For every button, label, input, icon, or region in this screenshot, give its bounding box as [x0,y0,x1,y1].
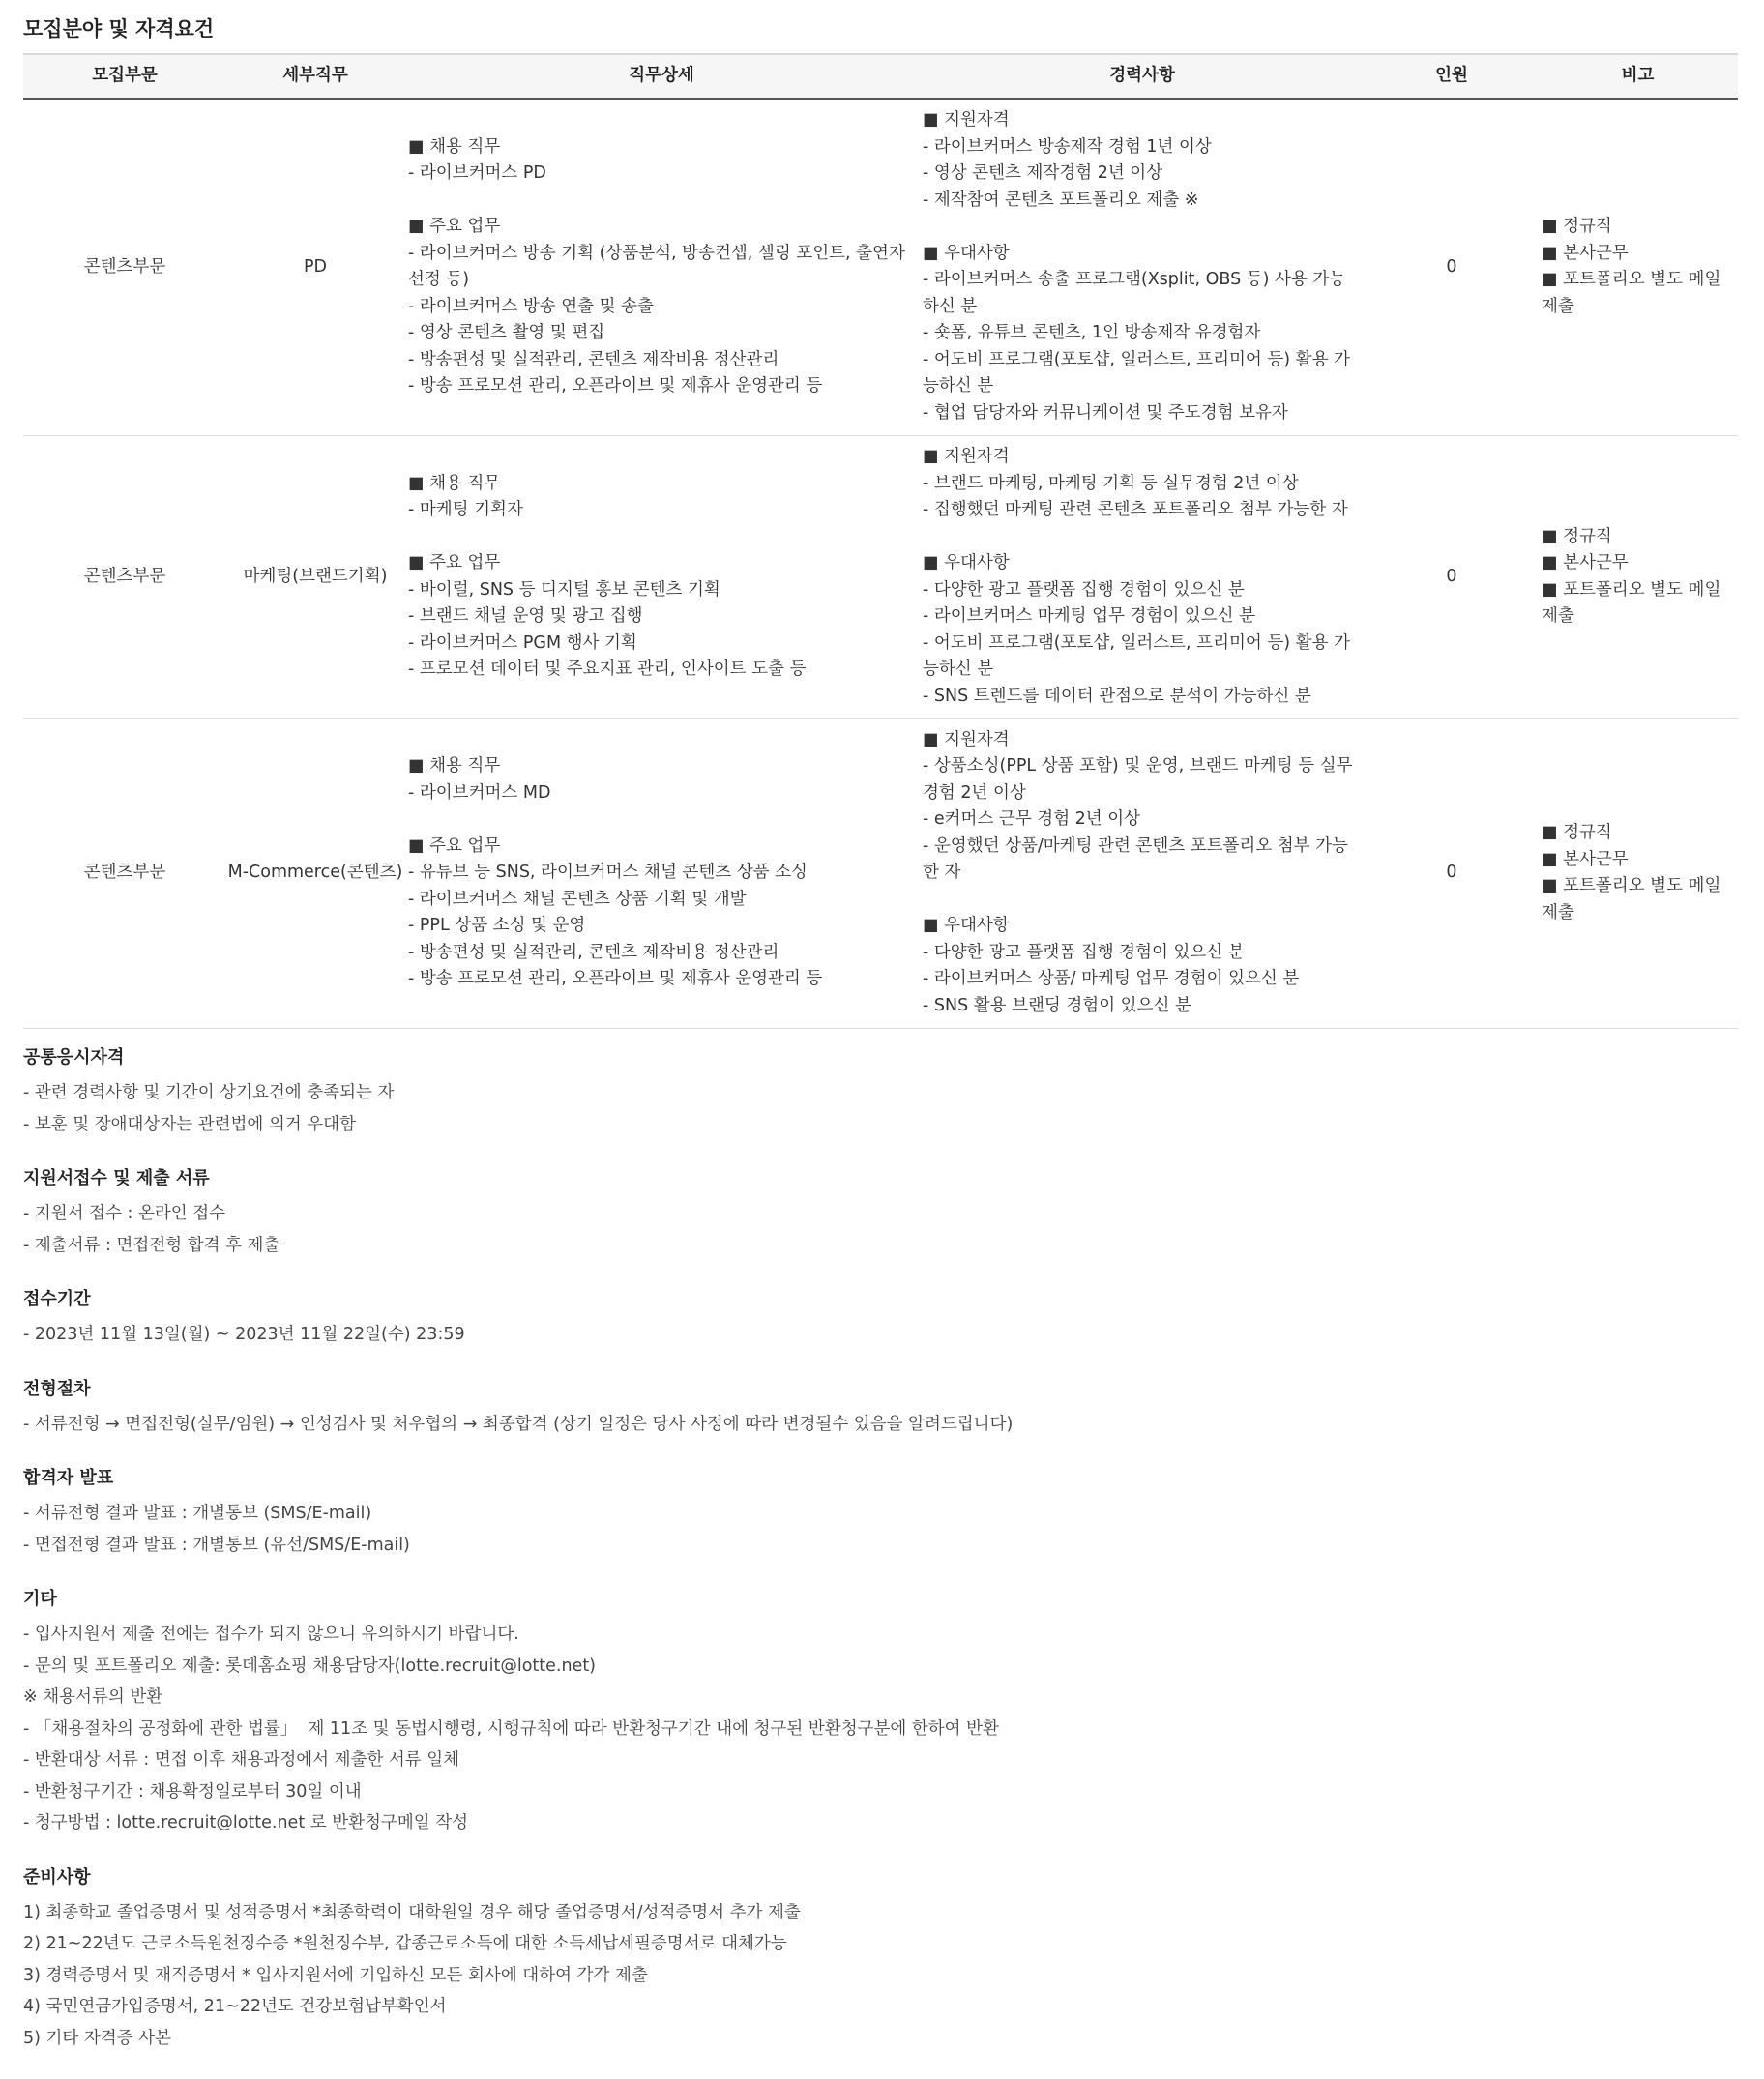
cell-role: M-Commerce(콘텐츠) [226,718,404,1028]
header-experience: 경력사항 [919,54,1366,99]
cell-count: 0 [1366,718,1538,1028]
info-line: - 제출서류 : 면접전형 합격 후 제출 [23,1235,280,1255]
info-line: ※ 채용서류의 반환 [23,1687,163,1707]
cell-experience: ■ 지원자격 - 브랜드 마케팅, 마케팅 기획 등 실무경험 2년 이상 - 집행했던 마케팅 관련 콘텐츠 포트폴리오 첨부 가능한 자 ■ 우대사항 - 다양한 광고 플랫폼 집행 경험이 있으신 분 - 라이브커머스 마케팅 업무 경험이 있으신 분 - 어도비 프로그램(포토샵, 일러스트, 프리미어 등) 활용 가능하신 분 - SNS 트렌드를 데이터 관점으로 분석이 가능하신 분 [919,435,1366,718]
table-header-row [23,54,1738,99]
info-block-period [23,1286,1738,1351]
info-line: - 청구방법 : lotte.recruit@lotte.net 로 반환청구메일 작성 [23,1813,469,1832]
info-line: - 문의 및 포트폴리오 제출: 롯데홈쇼핑 채용담당자(lotte.recruit@lotte.net) [23,1655,597,1676]
info-line: - 반환청구기간 : 채용확정일로부터 30일 이내 [23,1781,362,1801]
info-lines [23,1498,1738,1561]
info-heading: 지원서접수 및 제출 서류 [23,1168,210,1188]
header-dept: 모집부문 [23,54,226,99]
info-heading: 기타 [23,1589,57,1609]
header-note: 비고 [1538,54,1738,99]
info-line: - 서류전형 결과 발표 : 개별통보 (SMS/E-mail) [23,1504,372,1523]
cell-dept: 콘텐츠부문 [23,718,226,1028]
table-row [23,718,1738,1028]
cell-count: 0 [1366,99,1538,435]
info-sections [23,1044,1738,2079]
cell-dept: 콘텐츠부문 [23,99,226,435]
cell-detail: ■ 채용 직무 - 라이브커머스 PD ■ 주요 업무 - 라이브커머스 방송 기획 (상품분석, 방송컨셉, 셀링 포인트, 출연자 선정 등) - 라이브커머스 방송 연출 및 송출 - 영상 콘텐츠 촬영 및 편집 - 방송편성 및 실적관리, 콘텐츠 제작비용 정산관리 - 방송 프로모션 관리, 오픈라이브 및 제휴사 운영관리 등 [404,99,919,435]
header-count: 인원 [1366,54,1538,99]
info-line: - 관련 경력사항 및 기간이 상기요건에 충족되는 자 [23,1083,395,1102]
info-heading: 공통응시자격 [23,1047,125,1068]
info-lines [23,1897,1738,2055]
info-line: - 반환대상 서류 : 면접 이후 채용과정에서 제출한 서류 일체 [23,1750,460,1770]
info-heading: 준비사항 [23,1866,91,1888]
cell-count: 0 [1366,435,1538,718]
info-line: - 지원서 접수 : 온라인 접수 [23,1204,226,1223]
cell-detail: ■ 채용 직무 - 마케팅 기획자 ■ 주요 업무 - 바이럴, SNS 등 디지털 홍보 콘텐츠 기획 - 브랜드 채널 운영 및 광고 집행 - 라이브커머스 PGM 행사 기획 - 프로모션 데이터 및 주요지표 관리, 인사이트 도출 등 [404,435,919,718]
info-line: - 보훈 및 장애대상자는 관련법에 의거 우대함 [23,1114,356,1134]
info-block-etc [23,1586,1738,1839]
info-lines [23,1409,1738,1441]
table-row [23,435,1738,718]
info-heading: 합격자 발표 [23,1468,114,1488]
info-lines [23,1077,1738,1140]
info-line: 1) 최종학교 졸업증명서 및 성적증명서 *최종학력이 대학원일 경우 해당 졸업증명서/성적증명서 추가 제출 [23,1902,801,1922]
table-row [23,99,1738,435]
cell-role: PD [226,99,404,435]
info-line: 2) 21~22년도 근로소득원천징수증 *원천징수부, 갑종근로소득에 대한 소득세납세필증명서로 대체가능 [23,1934,787,1953]
info-block-process [23,1376,1738,1441]
cell-note: ■ 정규직 ■ 본사근무 ■ 포트폴리오 별도 메일 제출 [1538,718,1738,1028]
info-line: - 면접전형 결과 발표 : 개별통보 (유선/SMS/E-mail) [23,1535,410,1555]
cell-experience: ■ 지원자격 - 라이브커머스 방송제작 경험 1년 이상 - 영상 콘텐츠 제작경험 2년 이상 - 제작참여 콘텐츠 포트폴리오 제출 ※ ■ 우대사항 - 라이브커머스 송출 프로그램(Xsplit, OBS 등) 사용 가능하신 분 - 숏폼, 유튜브 콘텐츠, 1인 방송제작 유경험자 - 어도비 프로그램(포토샵, 일러스트, 프리미어 등) 활용 가능하신 분 - 협업 담당자와 커뮤니케이션 및 주도경험 보유자 [919,99,1366,435]
info-block-common [23,1044,1738,1140]
info-block-preparation [23,1864,1738,2055]
header-role: 세부직무 [226,54,404,99]
info-block-announcement [23,1465,1738,1561]
info-line: - 서류전형 → 면접전형(실무/임원) → 인성검사 및 처우협의 → 최종합격 (상기 일정은 당사 사정에 따라 변경될수 있음을 알려드립니다) [23,1414,1014,1434]
cell-experience: ■ 지원자격 - 상품소싱(PPL 상품 포함) 및 운영, 브랜드 마케팅 등 실무경험 2년 이상 - e커머스 근무 경험 2년 이상 - 운영했던 상품/마케팅 관련 콘텐츠 포트폴리오 첨부 가능한 자 ■ 우대사항 - 다양한 광고 플랫폼 집행 경험이 있으신 분 - 라이브커머스 상품/ 마케팅 업무 경험이 있으신 분 - SNS 활용 브랜딩 경험이 있으신 분 [919,718,1366,1028]
info-block-application [23,1165,1738,1261]
cell-dept: 콘텐츠부문 [23,435,226,718]
info-line: - 2023년 11월 13일(월) ~ 2023년 11월 22일(수) 23:59 [23,1325,465,1344]
info-lines [23,1619,1738,1839]
info-lines [23,1319,1738,1351]
info-lines [23,1198,1738,1261]
info-line: - 「채용절차의 공정화에 관한 법률」 제 11조 및 동법시행령, 시행규칙에 따라 반환청구기간 내에 청구된 반환청구분에 한하여 반환 [23,1718,999,1739]
info-line: - 입사지원서 제출 전에는 접수가 되지 않으니 유의하시기 바랍니다. [23,1625,519,1644]
info-heading: 전형절차 [23,1378,91,1399]
info-line: 3) 경력증명서 및 재직증명서 * 입사지원서에 기입하신 모든 회사에 대하여 각각 제출 [23,1965,648,1985]
cell-role: 마케팅(브랜드기획) [226,435,404,718]
cell-note: ■ 정규직 ■ 본사근무 ■ 포트폴리오 별도 메일 제출 [1538,435,1738,718]
header-detail: 직무상세 [404,54,919,99]
info-heading: 접수기간 [23,1289,91,1309]
section-title: 모집분야 및 자격요건 [23,17,215,41]
info-line: 5) 기타 자격증 사본 [23,2028,171,2048]
info-line: 4) 국민연금가입증명서, 21~22년도 건강보험납부확인서 [23,1997,447,2016]
cell-detail: ■ 채용 직무 - 라이브커머스 MD ■ 주요 업무 - 유튜브 등 SNS, 라이브커머스 채널 콘텐츠 상품 소싱 - 라이브커머스 채널 콘텐츠 상품 기획 및 개발 - PPL 상품 소싱 및 운영 - 방송편성 및 실적관리, 콘텐츠 제작비용 정산관리 - 방송 프로모션 관리, 오픈라이브 및 제휴사 운영관리 등 [404,718,919,1028]
job-table [23,53,1738,1029]
cell-note: ■ 정규직 ■ 본사근무 ■ 포트폴리오 별도 메일 제출 [1538,99,1738,435]
